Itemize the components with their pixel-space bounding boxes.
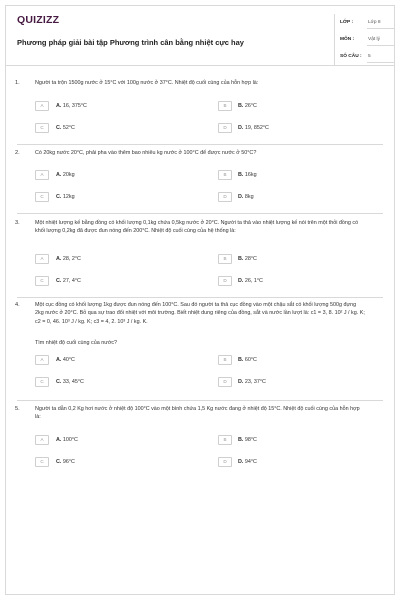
- option-d-value: 8kg: [244, 194, 254, 200]
- question-text: Một cục đồng có khối lượng 1kg được đun nóng đến 100°C. Sau đó người ta thả cục đồng vào một chậu sắt có khối lượng 500g đựng 2kg nước ở 20°C. Bỏ qua sự trao đổi nhiệt với môi trường. Biết nhiệt dung riêng của đồng, sắt và nước lần lượt là: c1 = 3, 8. 10² J / kg. K; c2 = 0, 46. 10³ J / kg. K; c3 = 4, 2. 10³ J / kg. K.: [35, 302, 365, 325]
- option-b[interactable]: [238, 103, 257, 109]
- question-number: 5.: [15, 406, 20, 412]
- option-b-value: 98°C: [244, 437, 257, 443]
- option-d[interactable]: [238, 379, 266, 385]
- meta-count: [335, 48, 396, 65]
- option-a[interactable]: [56, 357, 75, 363]
- option-c-value: 27, 4°C: [62, 278, 81, 284]
- option-c[interactable]: [56, 278, 81, 284]
- option-d-label: D.: [238, 379, 244, 385]
- subject-underline: [367, 45, 394, 46]
- option-a[interactable]: [56, 437, 78, 443]
- worksheet: [5, 5, 395, 595]
- option-d-box[interactable]: D: [218, 377, 232, 387]
- option-b-value: 26°C: [244, 103, 257, 109]
- question-divider: [17, 213, 383, 214]
- option-a[interactable]: [56, 103, 87, 109]
- meta-class: [335, 14, 396, 31]
- option-c-value: 52°C: [62, 125, 75, 131]
- option-d-value: 19, 852°C: [244, 125, 269, 131]
- option-b-label: B.: [238, 103, 244, 109]
- option-b-label: B.: [238, 437, 244, 443]
- question-text: Một nhiệt lượng kế bằng đồng có khối lượng 0,1kg chứa 0,5kg nước ở 20°C. Người ta thả vào nhiệt lượng kế nói trên một thỏi đồng có khối lượng 0,2kg đã được đun nóng đến 200°C. Nhiệt độ cuối cùng của hệ thống là:: [35, 220, 359, 235]
- option-b-box[interactable]: B: [218, 355, 232, 365]
- count-underline: [367, 62, 394, 63]
- quizizz-logo: QUIZIZZ: [17, 14, 60, 26]
- option-a-value: 28, 2°C: [62, 256, 81, 262]
- option-b-label: B.: [238, 172, 244, 178]
- option-b-box[interactable]: B: [218, 101, 232, 111]
- option-d-value: 23, 37°C: [244, 379, 266, 385]
- option-a-box[interactable]: A: [35, 101, 49, 111]
- option-b-label: B.: [238, 256, 244, 262]
- option-c-box[interactable]: C: [35, 123, 49, 133]
- count-label: SỐ CÂU :: [340, 54, 362, 59]
- option-b-value: 28°C: [244, 256, 257, 262]
- page-title: Phương pháp giải bài tập Phương trình cân bằng nhiệt cực hay: [17, 38, 244, 47]
- option-c[interactable]: [56, 194, 75, 200]
- class-underline: [367, 28, 394, 29]
- option-c[interactable]: [56, 125, 75, 131]
- count-value: 5: [368, 54, 371, 59]
- option-a-value: 100°C: [62, 437, 78, 443]
- question-text: Người ta trộn 1500g nước ở 15°C với 100g nước ở 37°C. Nhiệt độ cuối cùng của hỗn hợp là:: [35, 80, 259, 86]
- question-divider: [17, 144, 383, 145]
- option-d[interactable]: [238, 278, 263, 284]
- option-c-box[interactable]: C: [35, 192, 49, 202]
- option-b-box[interactable]: B: [218, 254, 232, 264]
- option-c-label: C.: [56, 194, 62, 200]
- option-b-value: 60°C: [244, 357, 257, 363]
- question-number: 2.: [15, 150, 20, 156]
- option-a-value: 20kg: [62, 172, 75, 178]
- question-number: 4.: [15, 302, 20, 308]
- option-b-box[interactable]: B: [218, 435, 232, 445]
- option-c[interactable]: [56, 459, 75, 465]
- question-subtext: Tìm nhiệt độ cuối cùng của nước?: [35, 340, 118, 346]
- option-d-box[interactable]: D: [218, 276, 232, 286]
- worksheet-header: [6, 6, 394, 66]
- class-label: LỚP :: [340, 20, 354, 25]
- option-b[interactable]: [238, 172, 257, 178]
- option-c-label: C.: [56, 459, 62, 465]
- option-a-box[interactable]: A: [35, 435, 49, 445]
- option-c[interactable]: [56, 379, 84, 385]
- option-a-value: 40°C: [62, 357, 75, 363]
- option-d-label: D.: [238, 125, 244, 131]
- option-b-value: 16kg: [244, 172, 257, 178]
- subject-label: MÔN :: [340, 37, 355, 42]
- option-b-label: B.: [238, 357, 244, 363]
- question-text: Có 20kg nước 20°C, phải pha vào thêm bao nhiêu kg nước ở 100°C để được nước ở 50°C?: [35, 150, 257, 156]
- meta-panel: [334, 14, 396, 65]
- meta-subject: [335, 31, 396, 48]
- option-a-box[interactable]: A: [35, 170, 49, 180]
- option-d-label: D.: [238, 194, 244, 200]
- option-a-label: A.: [56, 357, 62, 363]
- option-d[interactable]: [238, 459, 257, 465]
- option-c-value: 33, 45°C: [62, 379, 84, 385]
- option-b[interactable]: [238, 256, 257, 262]
- option-c-label: C.: [56, 125, 62, 131]
- option-c-box[interactable]: C: [35, 377, 49, 387]
- option-d-label: D.: [238, 459, 244, 465]
- option-a-label: A.: [56, 256, 62, 262]
- option-d-value: 26, 1°C: [244, 278, 263, 284]
- option-c-label: C.: [56, 278, 62, 284]
- option-a-label: A.: [56, 437, 62, 443]
- class-value: Lớp 8: [368, 20, 381, 25]
- option-c-box[interactable]: C: [35, 457, 49, 467]
- option-a-value: 16, 375°C: [62, 103, 87, 109]
- option-a-box[interactable]: A: [35, 355, 49, 365]
- option-c-box[interactable]: C: [35, 276, 49, 286]
- option-d-value: 94°C: [244, 459, 257, 465]
- subject-value: Vật lý: [368, 37, 380, 42]
- question-divider: [17, 297, 383, 298]
- option-b[interactable]: [238, 357, 257, 363]
- option-c-label: C.: [56, 379, 62, 385]
- question-text: Người ta dẫn 0,2 Kg hơi nước ở nhiệt độ 100°C vào một bình chứa 1,5 Kg nước đang ở nhiệt độ 15°C. Nhiệt độ cuối cùng của hỗn hợp là:: [35, 406, 360, 421]
- option-a-label: A.: [56, 172, 62, 178]
- question-number: 3.: [15, 220, 20, 226]
- option-b-box[interactable]: B: [218, 170, 232, 180]
- option-d-box[interactable]: D: [218, 123, 232, 133]
- option-a[interactable]: [56, 256, 81, 262]
- option-a-label: A.: [56, 103, 62, 109]
- option-d-box[interactable]: D: [218, 457, 232, 467]
- option-b[interactable]: [238, 437, 257, 443]
- option-d[interactable]: [238, 194, 254, 200]
- question-number: 1.: [15, 80, 20, 86]
- question-divider: [17, 400, 383, 401]
- option-a-box[interactable]: A: [35, 254, 49, 264]
- option-c-value: 96°C: [62, 459, 75, 465]
- option-c-value: 12kg: [62, 194, 75, 200]
- option-d-label: D.: [238, 278, 244, 284]
- option-a[interactable]: [56, 172, 75, 178]
- option-d[interactable]: [238, 125, 269, 131]
- option-d-box[interactable]: D: [218, 192, 232, 202]
